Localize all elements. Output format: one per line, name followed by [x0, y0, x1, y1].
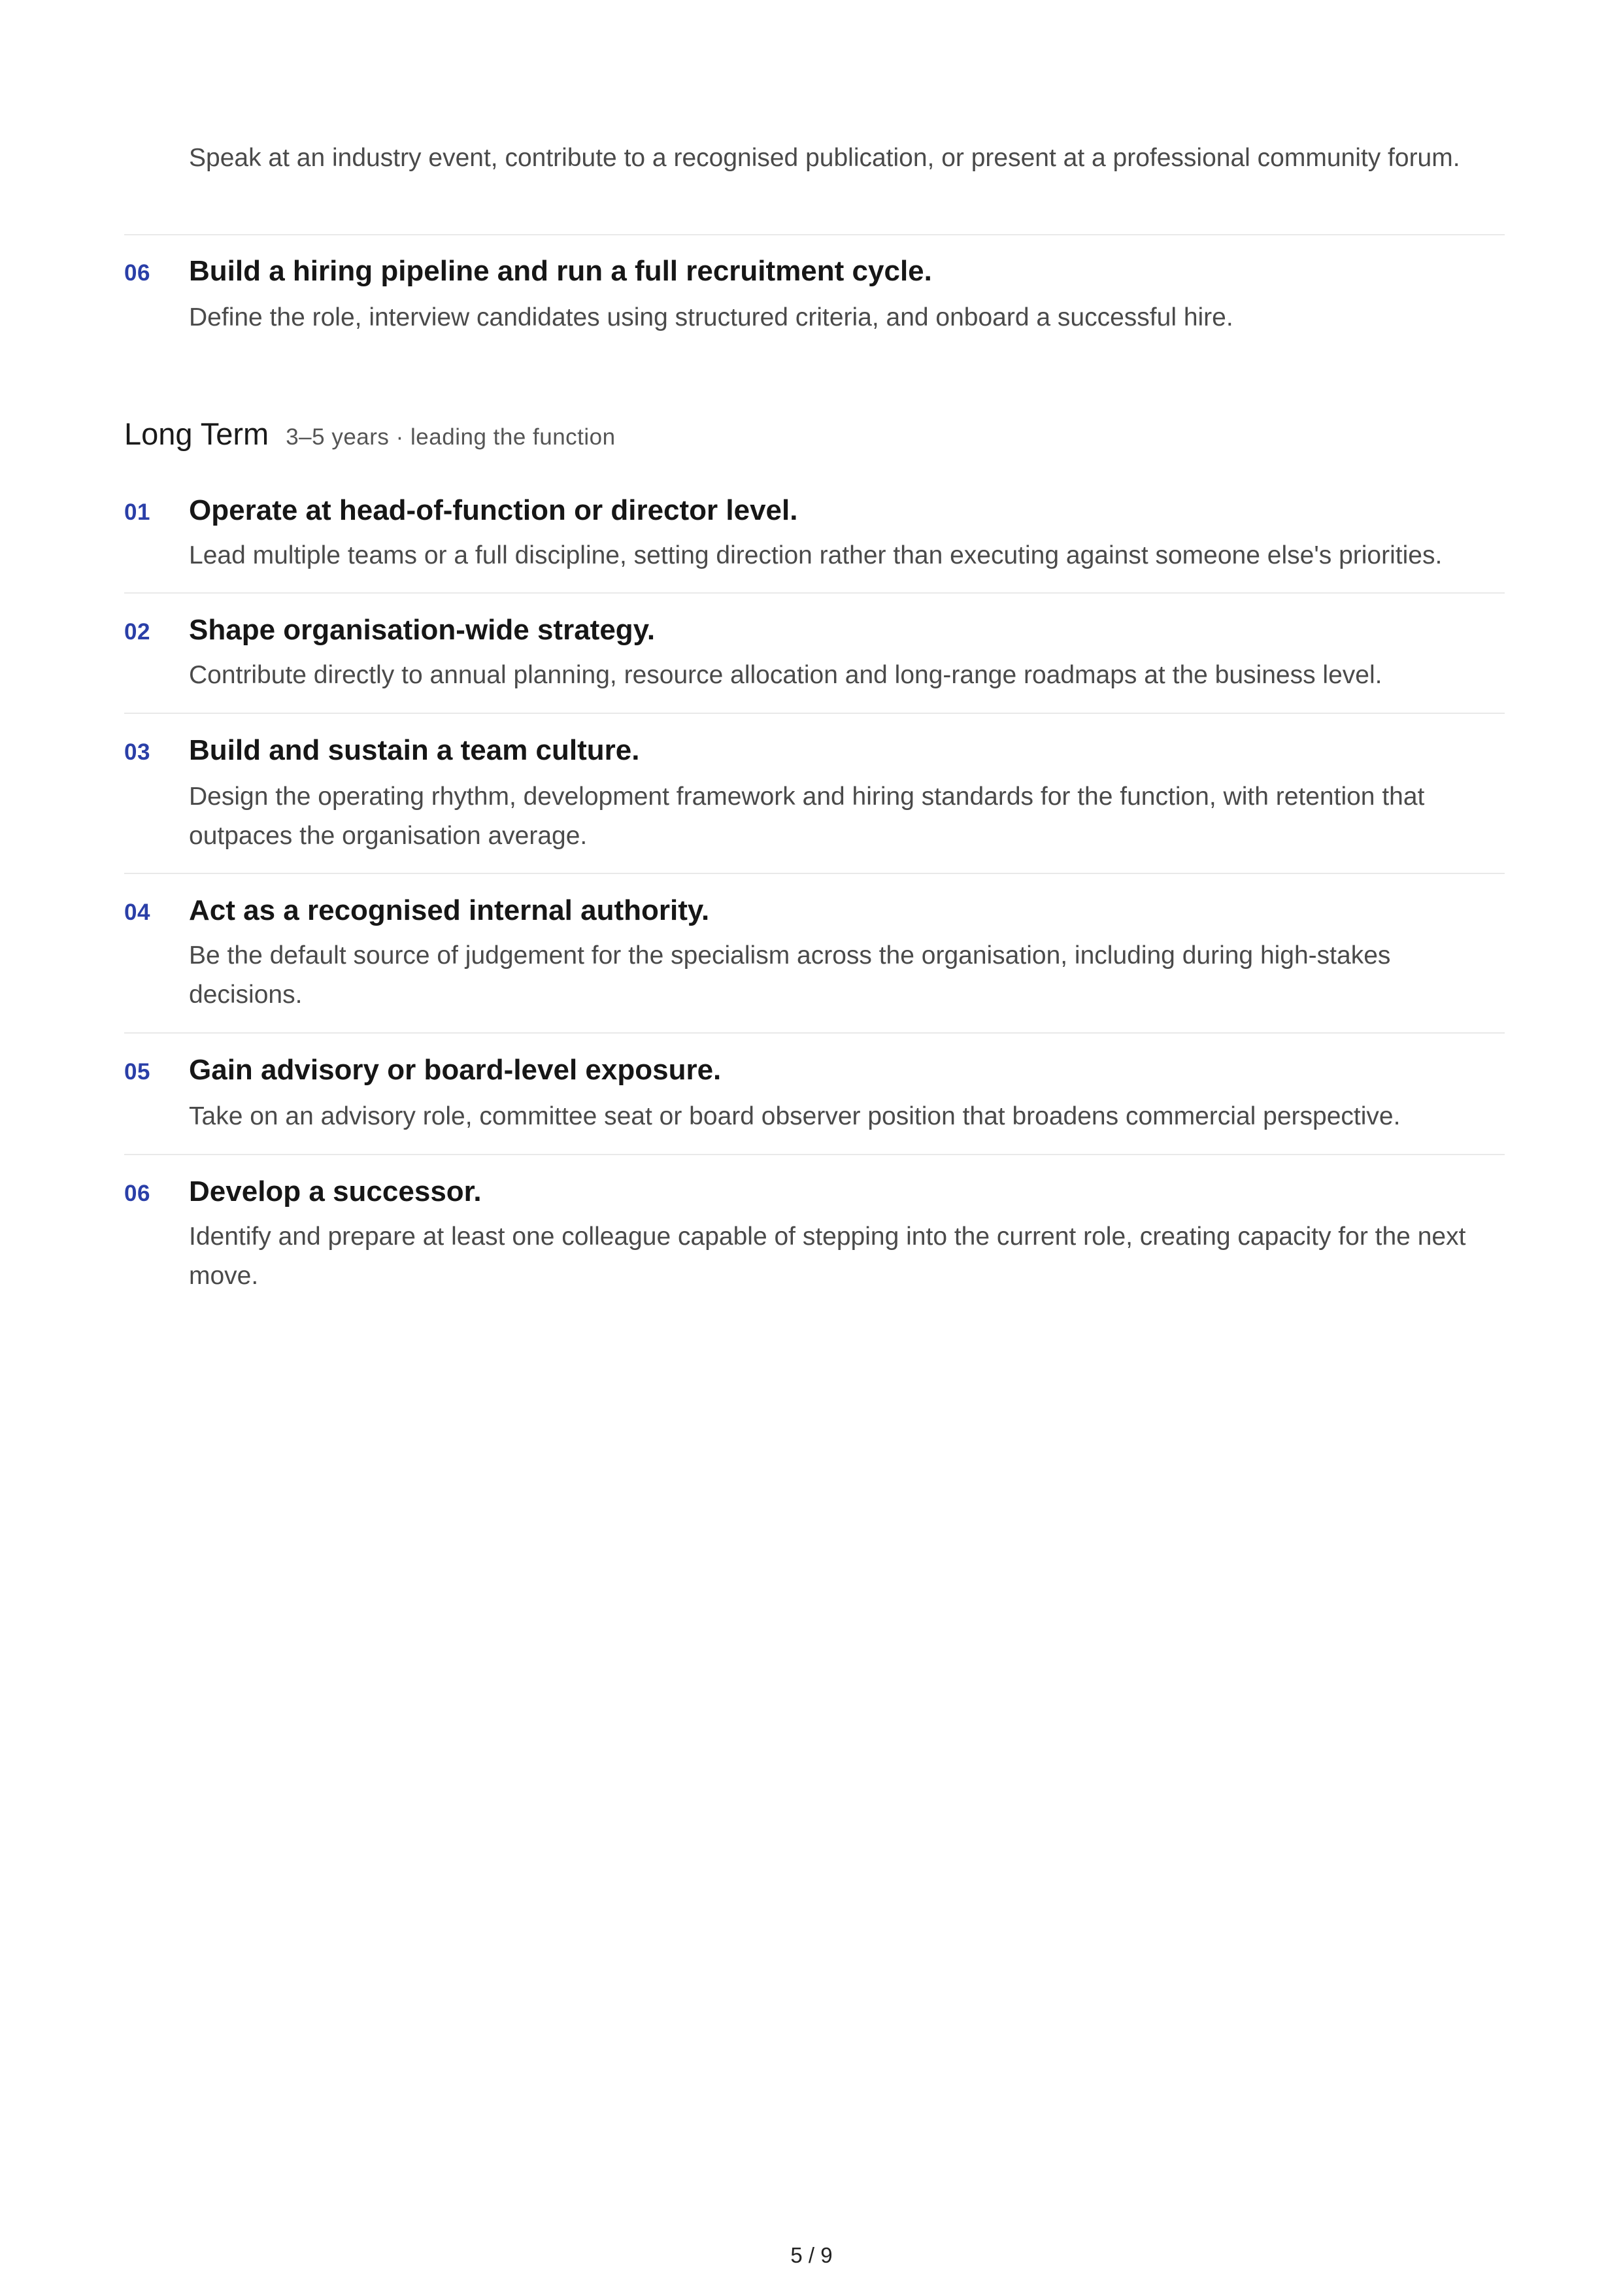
item-divider	[124, 713, 1505, 714]
item-number: 04	[124, 900, 150, 925]
item-description: Speak at an industry event, contribute to a recognised publication, or present at a professional community forum.	[189, 144, 1460, 172]
item-description: Contribute directly to annual planning, resource allocation and long-range roadmaps at the business level.	[189, 661, 1382, 689]
item-title: Build a hiring pipeline and run a full recruitment cycle.	[189, 255, 932, 287]
item-description: Take on an advisory role, committee seat or board observer position that broadens commercial perspective.	[189, 1102, 1401, 1130]
item-number: 03	[124, 739, 150, 765]
page-number: 5 / 9	[790, 2243, 833, 2267]
item-number: 01	[124, 499, 150, 525]
item-description: Define the role, interview candidates using structured criteria, and onboard a successful hire.	[189, 303, 1233, 331]
item-divider	[124, 1032, 1505, 1034]
item-title: Operate at head-of-function or director level.	[189, 494, 798, 526]
item-description: Lead multiple teams or a full discipline, setting direction rather than executing against someone else's priorities.	[189, 541, 1443, 569]
item-title: Develop a successor.	[189, 1175, 482, 1207]
item-description: Identify and prepare at least one colleague capable of stepping into the current role, creating capacity for the next move.	[189, 1223, 1466, 1290]
item-number: 06	[124, 1181, 150, 1206]
section-heading-long-term	[124, 416, 616, 452]
section-timeframe: 3–5 years · leading the function	[286, 424, 616, 450]
item-title: Gain advisory or board-level exposure.	[189, 1054, 722, 1086]
item-description: Design the operating rhythm, development framework and hiring standards for the function, with retention that outpaces the organisation average.	[189, 783, 1425, 850]
item-divider	[124, 592, 1505, 594]
section-title: Long Term	[124, 416, 269, 451]
item-divider	[124, 234, 1505, 235]
item-divider	[124, 873, 1505, 874]
item-title: Act as a recognised internal authority.	[189, 894, 710, 926]
item-title: Build and sustain a team culture.	[189, 734, 640, 766]
item-divider	[124, 1154, 1505, 1155]
item-title: Shape organisation-wide strategy.	[189, 614, 656, 646]
item-number: 02	[124, 619, 150, 645]
item-description: Be the default source of judgement for the specialism across the organisation, including during high-stakes decisions.	[189, 941, 1391, 1009]
item-number: 06	[124, 260, 150, 286]
item-number: 05	[124, 1059, 150, 1085]
